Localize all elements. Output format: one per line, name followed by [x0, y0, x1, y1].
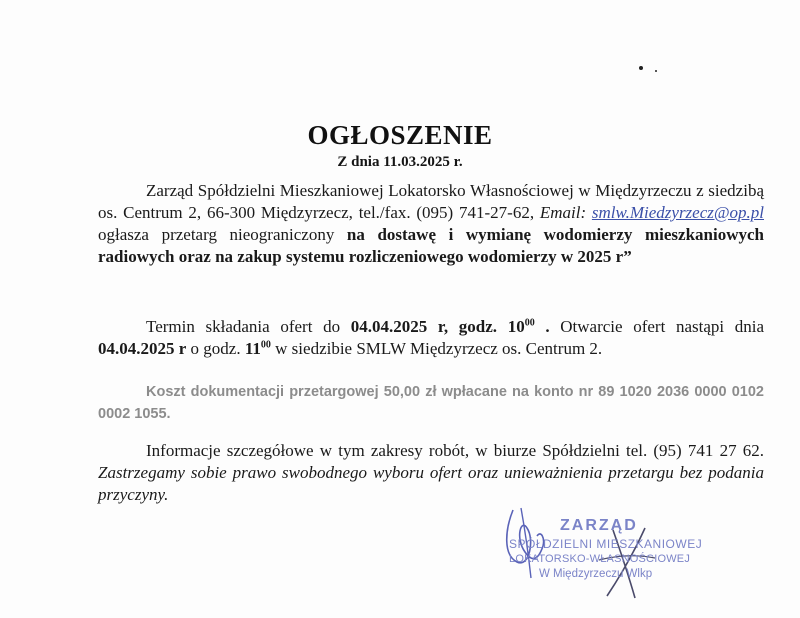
email-link[interactable]: smlw.Miedzyrzecz@op.pl — [591, 203, 764, 222]
opening-hour-value: 11 — [244, 339, 261, 358]
deadline-period: . — [534, 317, 550, 336]
stamp-line: W Międzyrzeczu Wlkp — [539, 568, 653, 580]
deadline-hour-label: godz. 10 — [448, 317, 525, 336]
scan-speck — [639, 66, 643, 70]
stamp-line: LOKATORSKO-WŁASNOŚCIOWEJ — [509, 553, 691, 565]
stamp-title: ZARZĄD — [560, 517, 638, 534]
info-text: Informacje szczegółowe w tym zakresy robót, w biurze Spółdzielni tel. (95) 741 27 62. — [146, 441, 764, 460]
paragraph-organizer — [98, 180, 764, 268]
reservation-clause: Zastrzegamy sobie prawo swobodnego wyboru ofert oraz unieważnienia przetargu bez podania przyczyny. — [98, 463, 764, 504]
email-label: Email: — [539, 203, 587, 222]
paragraph-documentation-fee: Koszt dokumentacji przetargowej 50,00 zł wpłacane na konto nr 89 1020 2036 0000 0102 0002 1055. — [98, 384, 764, 422]
opening-location: w siedzibie SMLW Międzyrzecz os. Centrum 2. — [270, 339, 603, 358]
deadline-hour-minutes: 00 — [524, 317, 535, 329]
page-title: OGŁOSZENIE — [307, 120, 493, 150]
opening-text: Otwarcie ofert nastąpi dnia — [549, 317, 765, 336]
deadline-text: Termin składania ofert do — [146, 317, 351, 336]
organizer-text: Zarząd Spółdzielni Mieszkaniowej Lokatorsko Własnościowej w Międzyrzeczu z siedzibą os. Centrum 2, 66-300 Międzyrzecz, tel./fax. (095) 741-27-62, — [98, 181, 764, 222]
opening-hour-minutes: 00 — [260, 339, 271, 351]
deadline-date: 04.04.2025 r, — [350, 317, 449, 336]
announcement-date: Z dnia 11.03.2025 r. — [337, 154, 463, 170]
paragraph-deadline — [98, 316, 764, 360]
deadline-hour — [448, 317, 535, 336]
tender-subject: na dostawę i wymianę wodomierzy mieszkaniowych radiowych oraz na zakup systemu rozliczeniowego wodomierzy w 2025 r” — [98, 225, 764, 266]
paragraph-info — [98, 440, 764, 506]
tender-text: ogłasza przetarg nieograniczony — [98, 225, 347, 244]
stamp-line: SPÓŁDZIELNI MIESZKANIOWEJ — [509, 537, 703, 551]
opening-date: 04.04.2025 r — [98, 339, 187, 358]
opening-hour-label: o godz. — [186, 339, 245, 358]
scan-speck — [655, 70, 657, 72]
stamp — [505, 517, 705, 587]
opening-hour — [245, 339, 271, 358]
